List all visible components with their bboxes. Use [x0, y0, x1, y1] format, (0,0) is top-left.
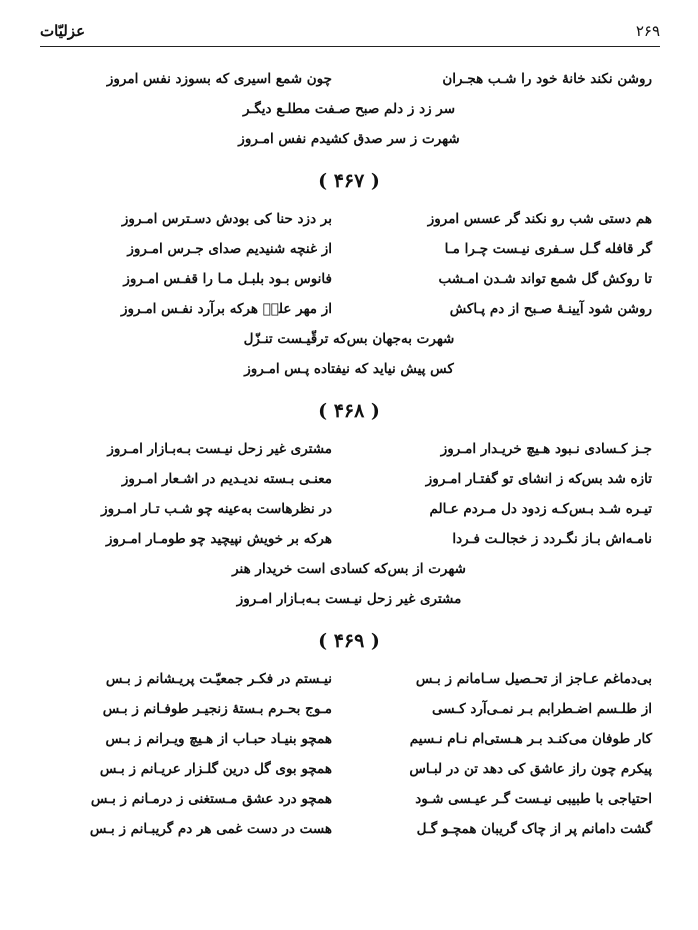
hemistich-left: مـوج بحـرم بـستهٔ زنجیـر طوفـانم ز بـس	[102, 701, 332, 717]
hemistich-left: معنـی بـسته ندیـدیم در اشـعار امـروز	[121, 471, 332, 487]
hemistich-left: نیـستم در فکـر جمعیّـت پریـشانم ز بـس	[105, 671, 332, 687]
couplet	[40, 204, 658, 234]
closing-line	[40, 354, 658, 384]
closing-hemistich: سر زد ز دلم صبح صـفت مطلـع دیگـر	[242, 101, 456, 117]
couplet	[40, 724, 658, 754]
hemistich-right: کار طوفان می‌کنـد بـر هـستی‌ام نـام نـسیم	[409, 731, 652, 747]
couplet	[40, 754, 658, 784]
hemistich-left: فانوس بـود بلبـل مـا را قفـس امـروز	[123, 271, 332, 287]
couplet	[40, 524, 658, 554]
hemistich-left: همچو درد عشق مـستغنی ز درمـانم ز بـس	[90, 791, 332, 807]
closing-hemistich: کس پیش نیاید که نیفتاده پـس امـروز	[244, 361, 454, 377]
hemistich-left: همچو بوی گل درین گلـزار عریـانم ز بـس	[99, 761, 332, 777]
ghazal-number: ( ۴۶۸ )	[318, 400, 380, 422]
couplet	[40, 64, 658, 94]
ghazal-number: ( ۴۶۹ )	[318, 630, 380, 652]
hemistich-right: جـز کـسادی نـبود هـیچ خریـدار امـروز	[440, 441, 652, 457]
hemistich-right: گشت دامانم پر از چاک گریبان همچـو گـل	[416, 821, 652, 837]
hemistich-left: همچو بنیـاد حبـاب از هـیچ ویـرانم ز بـس	[105, 731, 332, 747]
hemistich-right: از طلـسم اضـطرابم بـر نمـی‌آرد کـسی	[431, 701, 652, 717]
couplet	[40, 694, 658, 724]
ghazal-number: ( ۴۶۷ )	[318, 170, 380, 192]
hemistich-right: هم دستی شب رو نکند گر عسس امروز	[427, 211, 652, 227]
hemistich-left: مشتری غیر زحل نیـست بـه‌بـازار امـروز	[107, 441, 332, 457]
couplet	[40, 494, 658, 524]
closing-hemistich: شهرت ز سر صدق کشیدم نفس امـروز	[238, 131, 460, 147]
hemistich-right: نامـه‌اش بـاز نگـردد ز خجالـت فـردا	[452, 531, 652, 547]
closing-hemistich: مشتری غیر زحل نیـست بـه‌بـازار امـروز	[236, 591, 462, 607]
couplet	[40, 784, 658, 814]
hemistich-left: چون شمع اسیری که بسوزد نفس امروز	[106, 71, 332, 87]
hemistich-right: گر قافله گـل سـفری نیـست چـرا مـا	[444, 241, 652, 257]
poem-body	[40, 64, 658, 844]
closing-line	[40, 94, 658, 124]
page-header	[40, 22, 660, 47]
closing-hemistich: شهرت از بس‌که کسادی است خریدار هنر	[232, 561, 466, 577]
closing-hemistich: شهرت به‌جهان بس‌که ترقّیـست تنـزّل	[243, 331, 455, 347]
couplet	[40, 814, 658, 844]
hemistich-left: هرکه بر خویش نپیچید چو طومـار امـروز	[106, 531, 332, 547]
hemistich-right: روشن نکند خانهٔ خود را شـب هجـران	[442, 71, 652, 87]
couplet	[40, 434, 658, 464]
hemistich-left: از مهر علیؑ هرکه برآرد نفـس امـروز	[121, 301, 332, 317]
hemistich-right: احتیاجی با طبیبی نیـست گـر عیـسی شـود	[415, 791, 652, 807]
hemistich-right: تازه شد بس‌که ز انشای تو گفتـار امـروز	[425, 471, 652, 487]
couplet	[40, 234, 658, 264]
couplet	[40, 264, 658, 294]
couplet	[40, 464, 658, 494]
hemistich-left: هست در دست غمی هر دم گریبـانم ز بـس	[89, 821, 332, 837]
closing-line	[40, 554, 658, 584]
closing-line	[40, 584, 658, 614]
hemistich-left: از غنچه شنیدیم صدای جـرس امـروز	[127, 241, 332, 257]
page-number: ۲۶۹	[635, 22, 660, 40]
couplet	[40, 294, 658, 324]
hemistich-left: در نظرهاست به‌عینه چو شـب تـار امـروز	[101, 501, 332, 517]
hemistich-right: پیکرم چون راز عاشق کی دهد تن در لبـاس	[409, 761, 652, 777]
running-title: عزلیّات	[40, 22, 86, 40]
closing-line	[40, 124, 658, 154]
hemistich-right: بی‌دماغم عـاجز از تحـصیل سـامانم ز بـس	[415, 671, 652, 687]
hemistich-left: بر دزد حنا کی بودش دسـترس امـروز	[121, 211, 332, 227]
couplet	[40, 664, 658, 694]
closing-line	[40, 324, 658, 354]
hemistich-right: تا روکش گل شمع تواند شـدن امـشب	[438, 271, 652, 287]
hemistich-right: روشن شود آیینـهٔ صـبح از دم پـاکش	[449, 301, 652, 317]
hemistich-right: تیـره شـد بـس‌کـه زدود دل مـردم عـالم	[429, 501, 652, 517]
